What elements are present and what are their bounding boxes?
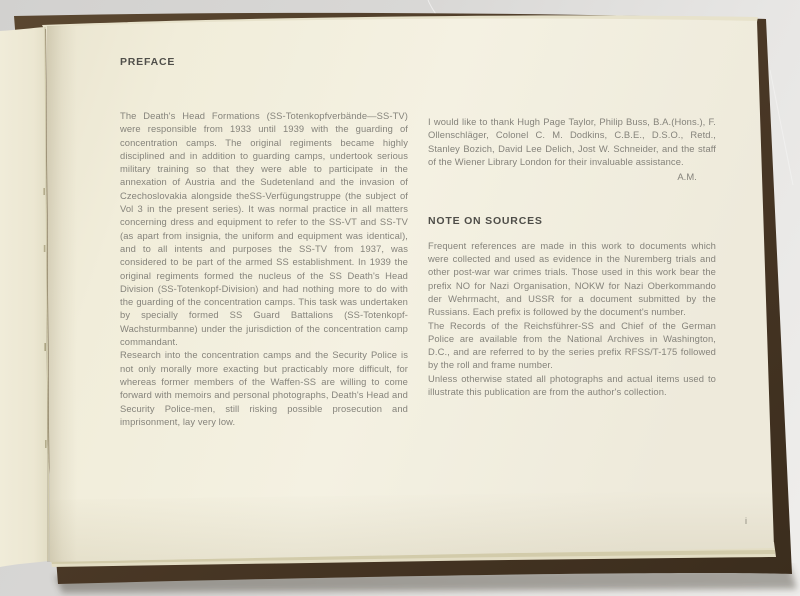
acknowledgement-paragraph: I would like to thank Hugh Page Taylor, Philip Buss, B.A.(Hons.), F. Ollenschläger, Colonel C. M. Dodkins, C.B.E., D.S.O., Retd., Stanley Bozich, David Lee Delich, Jost W. Schneider, and the staff of the Wiener Library London for their invaluable assistance.	[428, 116, 716, 167]
stitch-mark	[45, 440, 47, 448]
gutter-shadow	[47, 26, 77, 562]
preface-heading: PREFACE	[120, 56, 176, 68]
note-on-sources-heading: NOTE ON SOURCES	[428, 215, 543, 228]
stitch-mark	[44, 343, 46, 351]
preface-left-column	[120, 109, 408, 428]
left-page	[0, 27, 48, 567]
author-initials: A.M.	[677, 171, 697, 183]
stitch-mark	[44, 245, 46, 252]
preface-right-column	[428, 115, 716, 398]
preface-paragraph-1: The Death's Head Formations (SS-Totenkopfverbände—SS-TV) were responsible from 1933 until 1939 with the guarding of concentration camps. The original regiments became highly disciplined and in addition to guarding camps, undertook serious military training so that they were able to participate in the annexation of Austria and the Sudetenland and the invasion of Czechoslovakia alongside theSS-Verfügungstruppe (the subject of Vol 3 in the present series). It was normal practice in all matters concerning dress and equipment to refer to the SS-VT and SS-TV (as apart from insignia, the uniform and equipment was identical), and to all intents and purposes the SS-TV from 1937, was considered to be part of the armed SS establishment. In 1939 the original regiments formed the nucleus of the SS Death's Head Division (SS-Totenkopf-Division) and had nothing more to do with the guarding of the concentration camps. This task was undertaken by specially formed SS Guard Battalions (SS-Totenkopf-Wachsturmbanne) under the jurisdiction of the concentration camp commandant.	[120, 110, 408, 348]
stitch-mark	[43, 188, 45, 195]
sources-paragraph-1: Frequent references are made in this work to documents which were collected and used as evidence in the Nuremberg trials and other post-war war crimes trials. Those used in this work bear the prefix NO for Nazi Organisation, NOKW for Nazi Oberkommando der Wehrmacht, and USSR for a document submitted by the Russians. Each prefix is followed by the document's number.	[428, 239, 716, 318]
preface-paragraph-2: Research into the concentration camps and the Security Police is not only morally more exacting but practicably more difficult, for whereas former members of the Waffen-SS are willing to come forward with memoirs and personal photographs, Death's Head and Security Police-men, still risking possible prosecution and imprisonment, lay very low.	[120, 349, 408, 427]
page-number-mark: i	[745, 516, 747, 526]
sources-paragraph-3: Unless otherwise stated all photographs and actual items used to illustrate this publication are from the author's collection.	[428, 372, 716, 398]
surface-scratch	[770, 70, 793, 185]
sources-paragraph-2: The Records of the Reichsführer-SS and Chief of the German Police are available from the National Archives in Washington, D.C., and are referred to by the series prefix RFSS/T-175 followed by the roll and frame number.	[428, 319, 716, 371]
